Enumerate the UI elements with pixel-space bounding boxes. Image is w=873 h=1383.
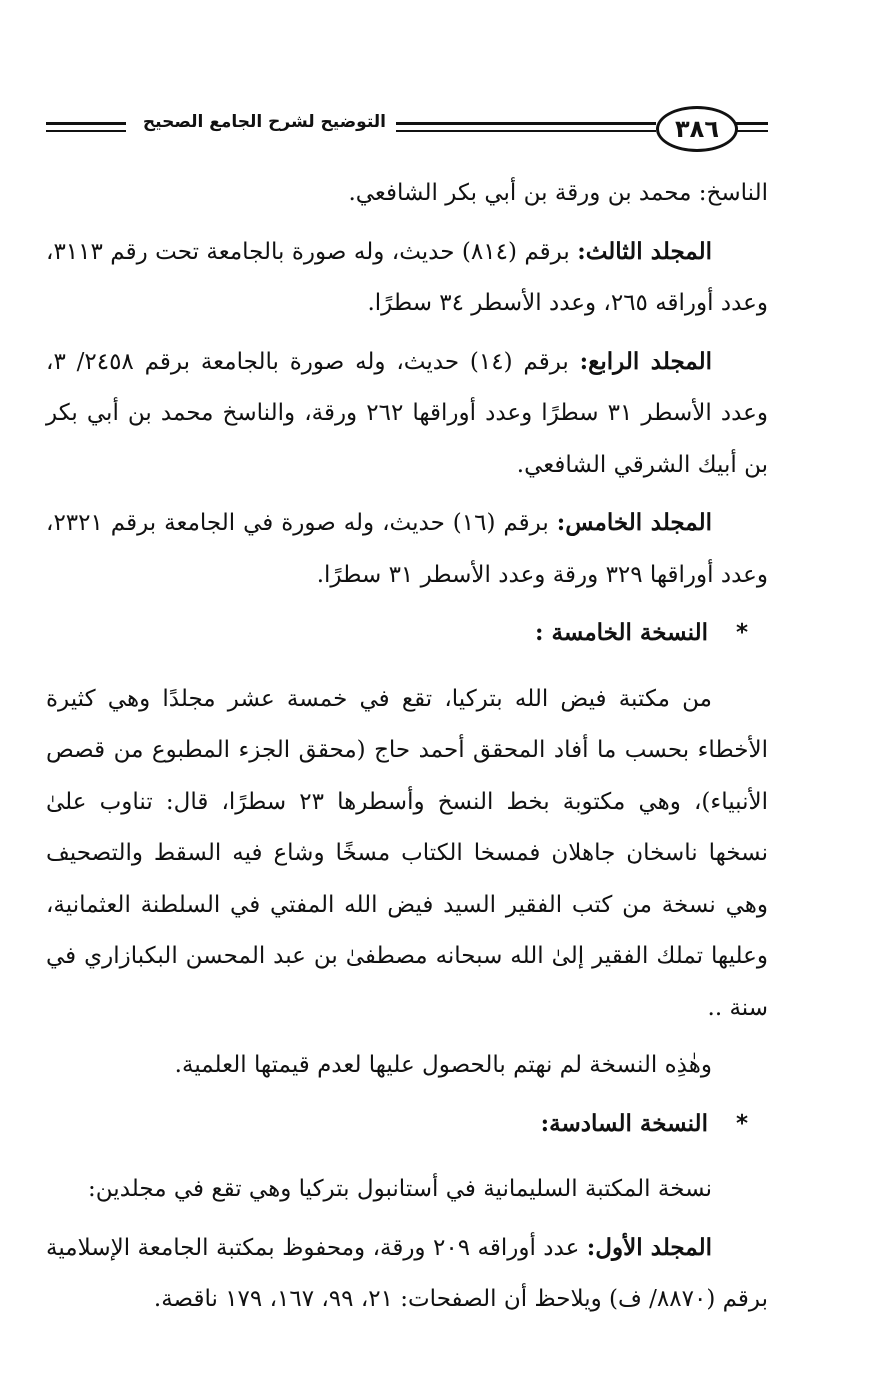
paragraph-volume-three xyxy=(46,226,768,330)
heading-fifth-copy xyxy=(46,607,768,660)
heading-fifth-copy-text: النسخة الخامسة : xyxy=(535,619,708,646)
paragraph-volume-four xyxy=(46,336,768,492)
running-title: التوضيح لشرح الجامع الصحيح xyxy=(142,112,386,132)
star-bullet-icon: * xyxy=(735,620,748,646)
paragraph-copyist: الناسخ: محمد بن ورقة بن أبي بكر الشافعي. xyxy=(348,180,768,206)
paragraph-faydullah-library: من مكتبة فيض الله بتركيا، تقع في خمسة عشر مجلدًا وهي كثيرة الأخطاء بحسب ما أفاد المحقق أحمد حاج (محقق الجزء المطبوع من قصص الأنبياء)، وهي مكتوبة بخط النسخ وأسطرها ٢٣ سطرًا، قال: تناوب علىٰ نسخها ناسخان جاهلان فمسخا الكتاب مسخًا وشاع فيه السقط والتصحيف وهي نسخة من كتب الفقير السيد فيض الله المفتي في السلطنة العثمانية، وعليها تملك الفقير إلىٰ الله سبحانه مصطفىٰ بن عبد المحسن البكبازاري في سنة .. xyxy=(46,685,768,1021)
heading-sixth-copy xyxy=(46,1098,768,1151)
heading-sixth-copy-text: النسخة السادسة: xyxy=(540,1109,708,1137)
header-rule-middle xyxy=(396,122,656,132)
paragraph-volume-five xyxy=(46,497,768,601)
volume-five-label: المجلد الخامس: xyxy=(556,509,712,536)
volume-four-text: برقم (١٤) حديث، وله صورة بالجامعة برقم ٢٤٥٨/ ٣، وعدد الأسطر ٣١ سطرًا وعدد أوراقها ٢٦٢ ورقة، والناسخ محمد بن أبي بكر بن أبيك الشرقي الشافعي. xyxy=(46,348,768,478)
paragraph-not-obtained: وهٰذِه النسخة لم نهتم بالحصول عليها لعدم قيمتها العلمية. xyxy=(174,1052,712,1078)
volume-five-text: برقم (١٦) حديث، وله صورة في الجامعة برقم ٢٣٢١، وعدد أوراقها ٣٢٩ ورقة وعدد الأسطر ٣١ سطرًا. xyxy=(46,510,768,588)
volume-one-label: المجلد الأول: xyxy=(586,1233,712,1261)
page-body xyxy=(46,168,768,1332)
paragraph-volume-one xyxy=(46,1222,768,1326)
star-bullet-icon: * xyxy=(735,1110,748,1137)
running-header xyxy=(46,106,768,156)
header-rule-right xyxy=(736,122,768,132)
volume-three-label: المجلد الثالث: xyxy=(577,237,712,265)
volume-one-text: عدد أوراقه ٢٠٩ ورقة، ومحفوظ بمكتبة الجامعة الإسلامية برقم (٨٨٧٠/ ف) ويلاحظ أن الصفحات: ٢١، ٩٩، ١٦٧، ١٧٩ ناقصة. xyxy=(46,1234,768,1312)
paragraph-suleymaniye: نسخة المكتبة السليمانية في أستانبول بتركيا وهي تقع في مجلدين: xyxy=(88,1176,712,1202)
volume-three-text: برقم (٨١٤) حديث، وله صورة بالجامعة تحت رقم ٣١١٣، وعدد أوراقه ٢٦٥، وعدد الأسطر ٣٤ سطرًا. xyxy=(46,238,768,316)
volume-four-label: المجلد الرابع: xyxy=(579,347,712,375)
header-rule-left xyxy=(46,122,126,132)
page-number: ٣٨٦ xyxy=(656,106,738,152)
